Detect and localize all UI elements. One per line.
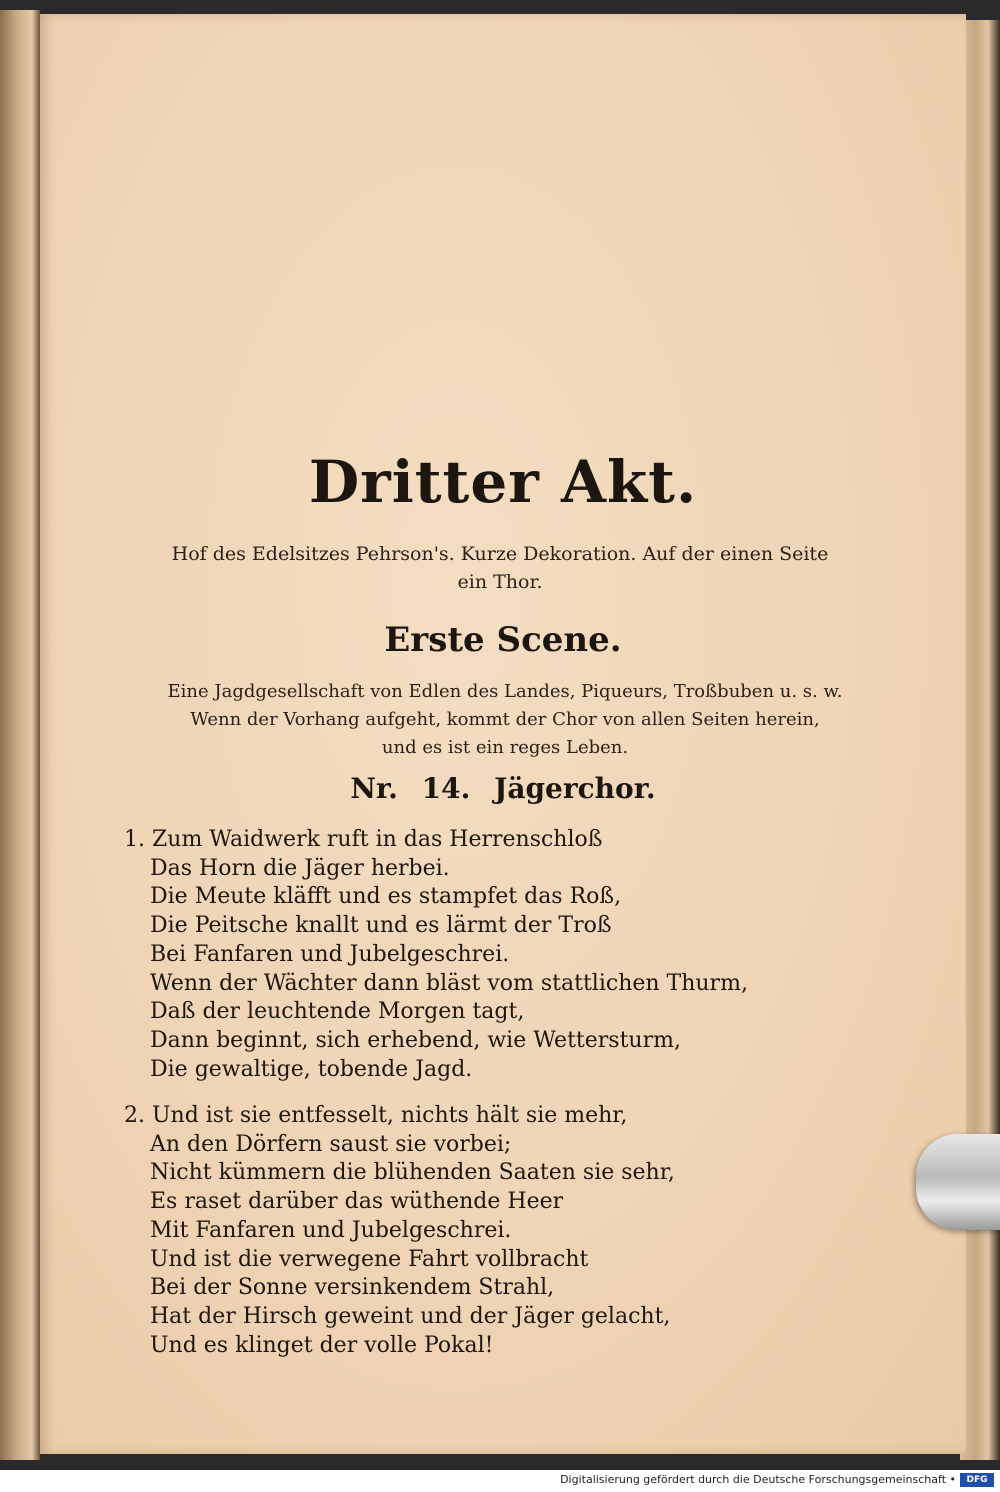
verse-line: Daß der leuchtende Morgen tagt,	[150, 999, 525, 1025]
verse-line: Bei Fanfaren und Jubelgeschrei.	[150, 941, 510, 967]
setting-description	[100, 540, 900, 596]
verse-line: Mit Fanfaren und Jubelgeschrei.	[150, 1217, 512, 1243]
scene-description-line: und es ist ein reges Leben.	[381, 737, 629, 758]
book-page	[40, 14, 966, 1454]
verse-line: Es raset darüber das wüthende Heer	[150, 1189, 564, 1215]
verse-line: Und ist die verwegene Fahrt vollbracht	[150, 1246, 589, 1272]
verse-line: Hat der Hirsch geweint und der Jäger gelacht,	[150, 1303, 671, 1329]
number-title: Nr. 14. Jägerchor.	[350, 772, 656, 805]
scene-description-line: Eine Jagdgesellschaft von Edlen des Landes, Piqueurs, Troßbuben u. s. w.	[167, 681, 843, 702]
funding-credit: Digitalisierung gefördert durch die Deutsche Forschungsgemeinschaft •	[560, 1473, 956, 1486]
verse-line: Die Meute kläfft und es stampfet das Roß,	[150, 884, 622, 910]
verse-line: 1. Zum Waidwerk ruft in das Herrenschloß	[124, 827, 603, 852]
dfg-logo: DFG	[960, 1473, 994, 1487]
left-page-edge	[0, 10, 40, 1460]
verse-line: Die gewaltige, tobende Jagd.	[150, 1056, 473, 1082]
verse-line: Das Horn die Jäger herbei.	[150, 855, 450, 881]
verse-line: Die Peitsche knallt und es lärmt der Troß	[150, 913, 612, 939]
verse-line: Bei der Sonne versinkendem Strahl,	[150, 1275, 555, 1301]
verse-line: Und es klinget der volle Pokal!	[150, 1332, 494, 1358]
scene-description-line: Wenn der Vorhang aufgeht, kommt der Chor von allen Seiten herein,	[190, 709, 820, 730]
verse-line: Nicht kümmern die blühenden Saaten sie sehr,	[150, 1160, 675, 1186]
scene-title: Erste Scene.	[384, 620, 622, 660]
stanza-2	[124, 1102, 884, 1360]
stanza-1	[124, 826, 884, 1084]
verse-line: Dann beginnt, sich erhebend, wie Wettersturm,	[150, 1027, 681, 1053]
right-page-edge	[960, 20, 1000, 1460]
footer-bar	[0, 1470, 1000, 1492]
verse-line: 2. Und ist sie entfesselt, nichts hält sie mehr,	[124, 1103, 628, 1128]
setting-line: ein Thor.	[457, 571, 543, 593]
verse-line: Wenn der Wächter dann bläst vom stattlichen Thurm,	[150, 970, 748, 996]
verse-line: An den Dörfern saust sie vorbei;	[150, 1131, 512, 1157]
scene-description	[110, 678, 900, 762]
setting-line: Hof des Edelsitzes Pehrson's. Kurze Dekoration. Auf der einen Seite	[171, 543, 829, 565]
act-title: Dritter Akt.	[308, 448, 698, 516]
page-clip	[916, 1134, 1000, 1230]
